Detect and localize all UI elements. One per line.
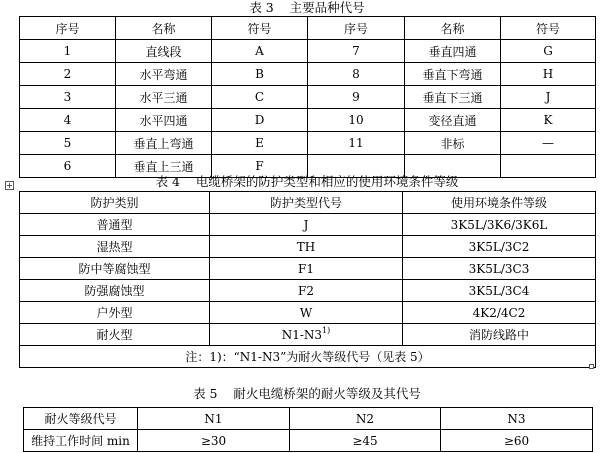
- table-row: [20, 109, 596, 132]
- table-cell: 3K5L/3C4: [403, 280, 596, 302]
- table-cell: 湿热型: [20, 236, 210, 258]
- table-row: [20, 258, 596, 280]
- table3-header-cell: 序号: [308, 17, 405, 40]
- table-cell: 1: [20, 40, 116, 63]
- table-row: [20, 236, 596, 258]
- table-cell: N3: [441, 408, 593, 430]
- table-cell: 直线段: [116, 40, 212, 63]
- table-cell: 垂直下弯通: [405, 63, 501, 86]
- table-row: [24, 408, 593, 430]
- table4-header-cell: 防护类型代号: [210, 192, 403, 214]
- table-row: [24, 430, 593, 452]
- table3-body: [20, 17, 596, 178]
- table-cell: 2: [20, 63, 116, 86]
- table-cell: K: [501, 109, 596, 132]
- table-cell: C: [212, 86, 308, 109]
- table-cell: 垂直上三通: [116, 155, 212, 178]
- table-cell: 水平三通: [116, 86, 212, 109]
- table-cell: 非标: [405, 132, 501, 155]
- table-cell: 3: [20, 86, 116, 109]
- table3: [19, 16, 596, 178]
- table-cell: 4: [20, 109, 116, 132]
- table4-header-row: [20, 192, 596, 214]
- table-cell: —: [501, 132, 596, 155]
- table3-header-cell: 符号: [501, 17, 596, 40]
- table-cell: 户外型: [20, 302, 210, 324]
- table-cell: 垂直上弯通: [116, 132, 212, 155]
- table-cell: 9: [308, 86, 405, 109]
- table-cell: 11: [308, 132, 405, 155]
- table-cell: 水平四通: [116, 109, 212, 132]
- table-cell: 10: [308, 109, 405, 132]
- table-cell: 6: [20, 155, 116, 178]
- fire-code-value: N1-N3: [281, 327, 323, 342]
- table-row: [20, 63, 596, 86]
- table-cell: 4K2/4C2: [403, 302, 596, 324]
- table-cell: J: [501, 86, 596, 109]
- table3-header-cell: 名称: [116, 17, 212, 40]
- table-cell: 消防线路中: [403, 324, 596, 346]
- table4-caption: 表 4 电缆桥架的防护类型和相应的使用环境条件等级: [155, 174, 459, 189]
- table-cell: 普通型: [20, 214, 210, 236]
- table-cell: 垂直下三通: [405, 86, 501, 109]
- table-row: [20, 302, 596, 324]
- table3-caption: 表 3 主要品种代号: [249, 0, 365, 15]
- table-cell: B: [212, 63, 308, 86]
- table3-header-row: [20, 17, 596, 40]
- table-cell: 3K5L/3C2: [403, 236, 596, 258]
- table5-caption: 表 5 耐火电缆桥架的耐火等级及其代号: [193, 386, 421, 401]
- table-cell: 8: [308, 63, 405, 86]
- table-cell: ≥60: [441, 430, 593, 452]
- table-cell: H: [501, 63, 596, 86]
- table5: [23, 407, 593, 452]
- table-cell: 维持工作时间 min: [24, 430, 138, 452]
- table-row: [20, 40, 596, 63]
- table4-header-cell: 防护类别: [20, 192, 210, 214]
- table5-body: [24, 408, 593, 452]
- table-resize-handle[interactable]: [589, 364, 594, 369]
- table4-note: 注：1)：“N1-N3”为耐火等级代号（见表 5）: [20, 346, 596, 368]
- table-cell: J: [210, 214, 403, 236]
- table-cell: 变径直通: [405, 109, 501, 132]
- table4-body: [20, 192, 596, 368]
- table-row: [20, 132, 596, 155]
- table-cell: F2: [210, 280, 403, 302]
- table-cell: G: [501, 40, 596, 63]
- table-cell: D: [212, 109, 308, 132]
- table-row: [20, 86, 596, 109]
- table4: [19, 191, 596, 368]
- table4-note-row: [20, 346, 596, 368]
- table-cell: N2: [290, 408, 441, 430]
- table3-header-cell: 序号: [20, 17, 116, 40]
- table-cell: 垂直四通: [405, 40, 501, 63]
- table-cell: ≥30: [138, 430, 290, 452]
- table-cell: F: [212, 155, 308, 178]
- table-cell: ≥45: [290, 430, 441, 452]
- table-cell: 耐火等级代号: [24, 408, 138, 430]
- table-cell: TH: [210, 236, 403, 258]
- footnote-marker: 1): [322, 325, 331, 335]
- table-cell: E: [212, 132, 308, 155]
- table-cell: W: [210, 302, 403, 324]
- table-cell: 耐火型: [20, 324, 210, 346]
- table-cell: A: [212, 40, 308, 63]
- table-cell: 防强腐蚀型: [20, 280, 210, 302]
- table-cell: 5: [20, 132, 116, 155]
- table-cell: N1: [138, 408, 290, 430]
- table-cell: 3K5L/3K6/3K6L: [403, 214, 596, 236]
- table3-header-cell: 符号: [212, 17, 308, 40]
- table-row: [20, 280, 596, 302]
- table-cell: F1: [210, 258, 403, 280]
- table-row: [20, 214, 596, 236]
- table3-header-cell: 名称: [405, 17, 501, 40]
- table-cell: 防中等腐蚀型: [20, 258, 210, 280]
- table-cell: 7: [308, 40, 405, 63]
- table-cell: [210, 324, 403, 346]
- table4-header-cell: 使用环境条件等级: [403, 192, 596, 214]
- table-cell: 水平弯通: [116, 63, 212, 86]
- table-cell: 3K5L/3C3: [403, 258, 596, 280]
- table-row: [20, 324, 596, 346]
